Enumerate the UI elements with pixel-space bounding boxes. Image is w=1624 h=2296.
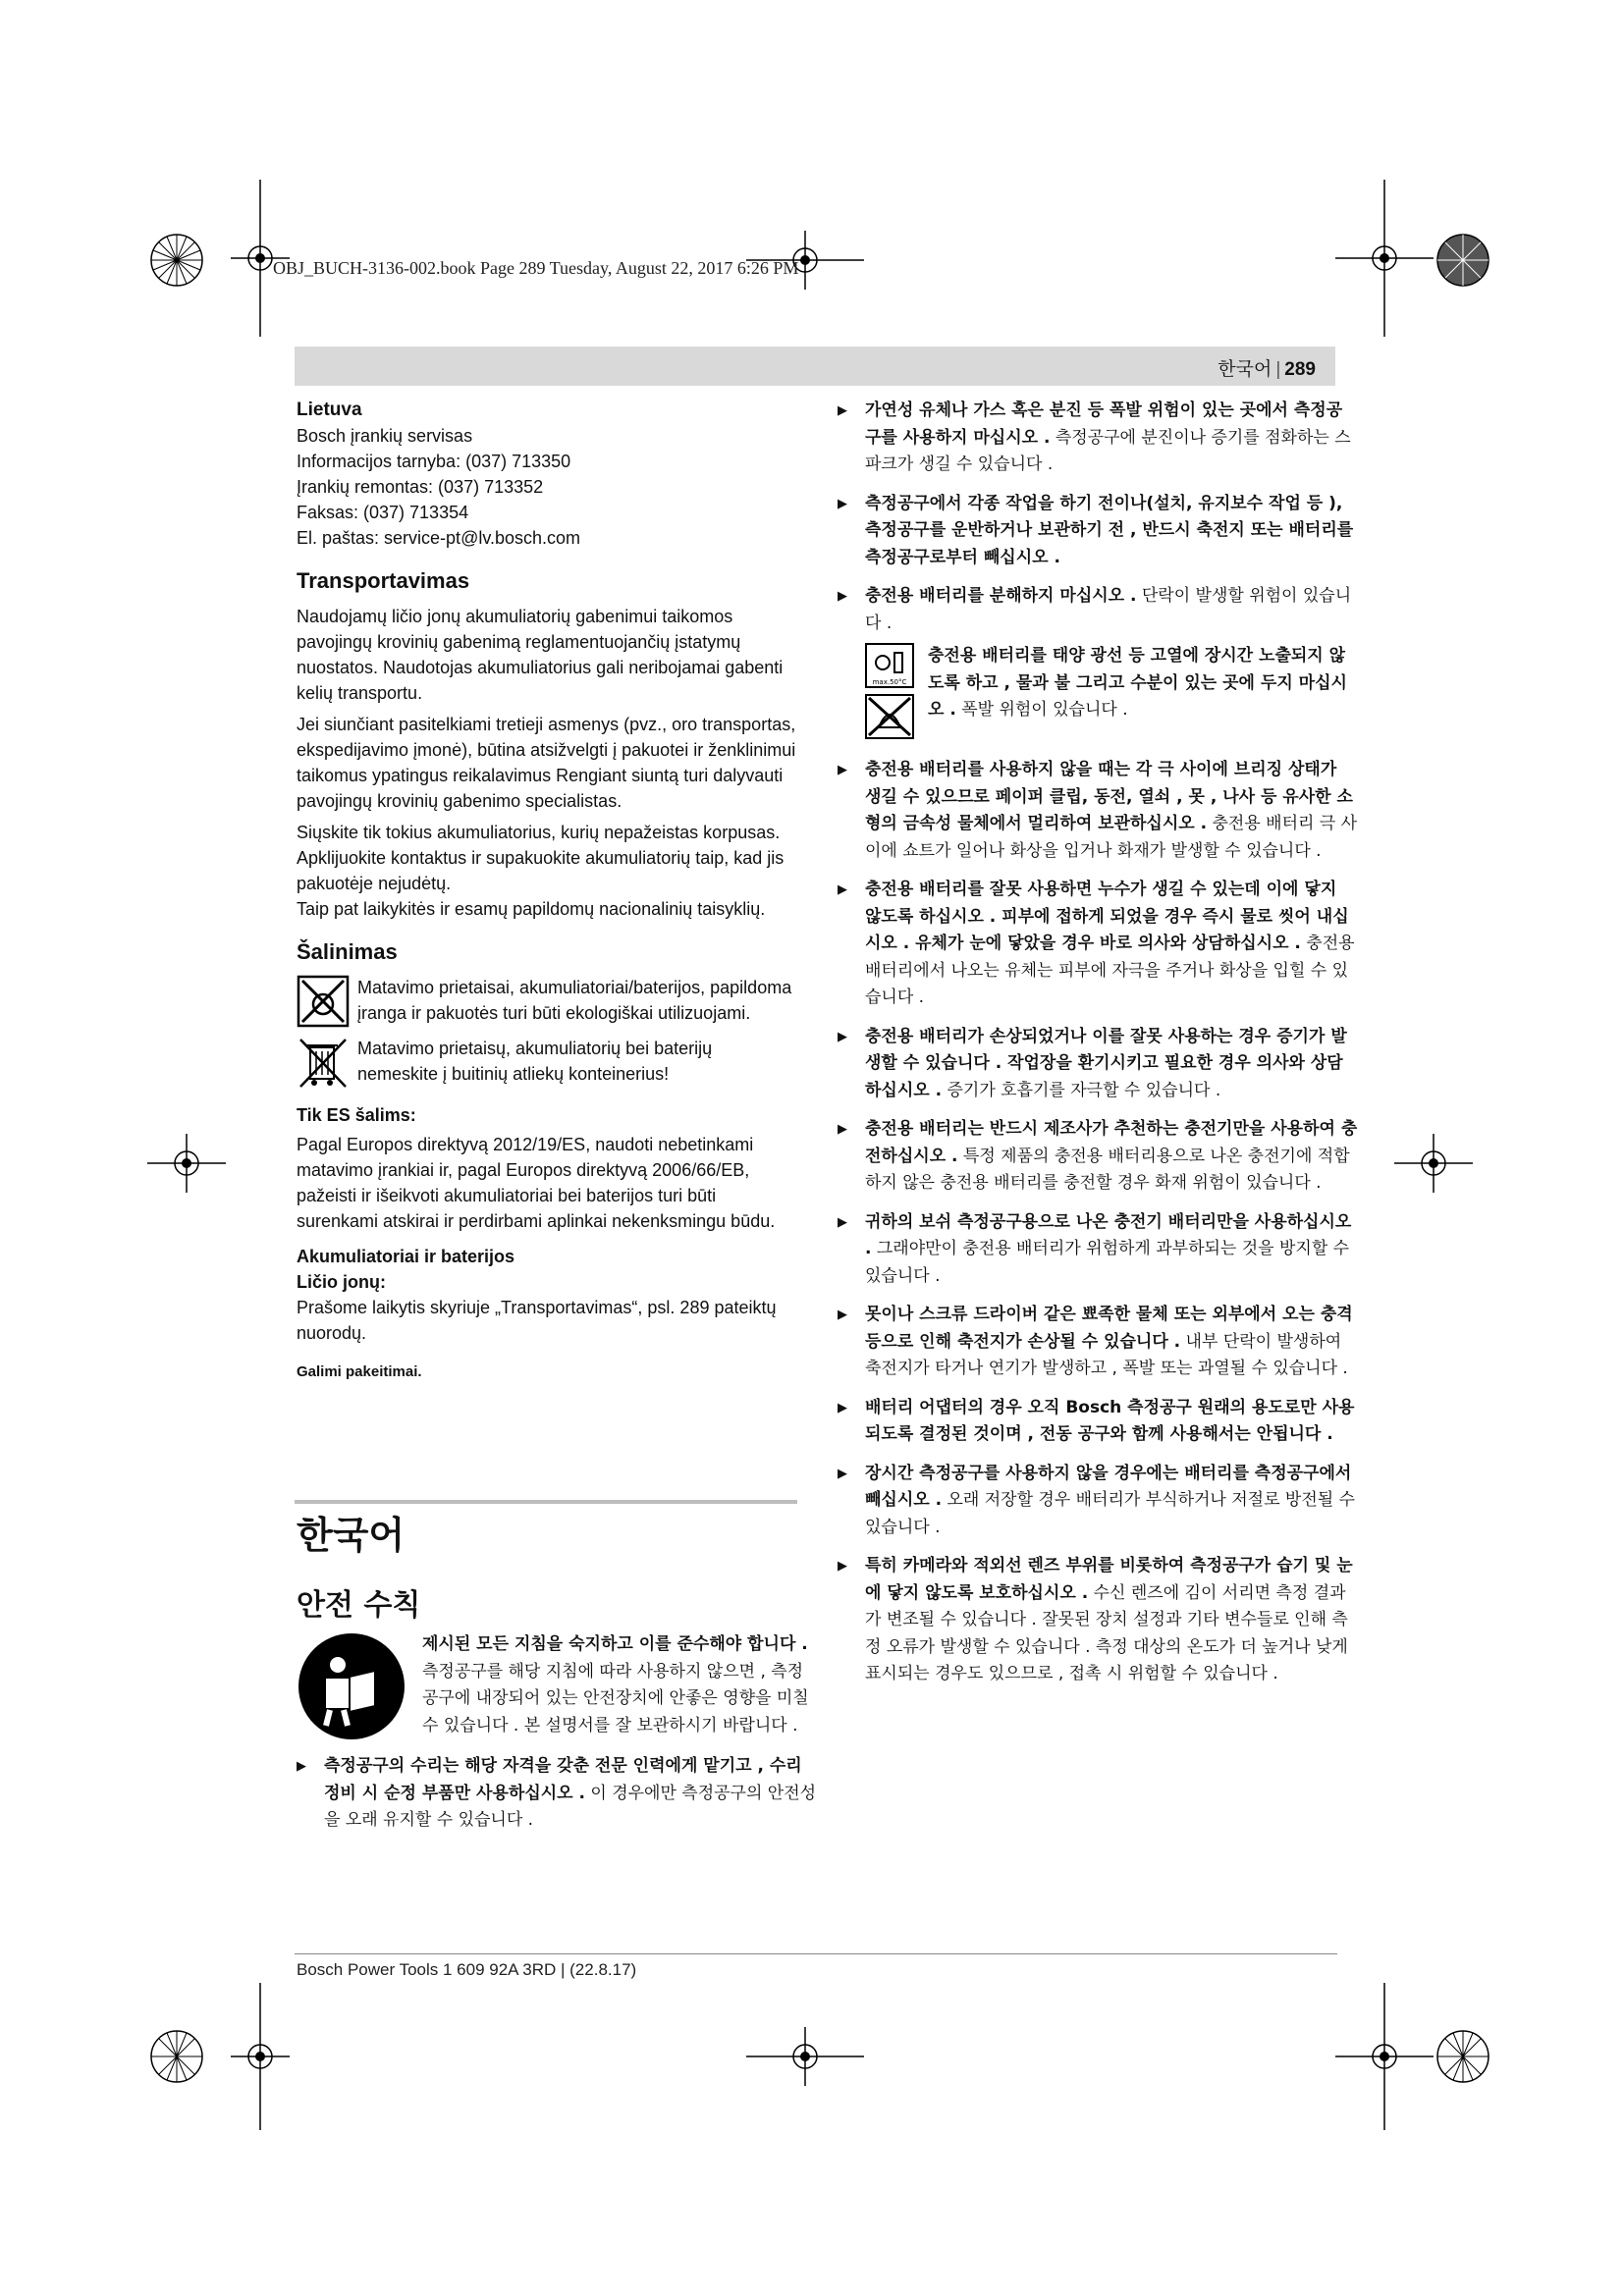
right-column	[838, 398, 1358, 1700]
bullet-text: 수신 렌즈에 김이 서리면 측정 결과가 변조될 수 있습니다 . 잘못된 장치 설정과 기타 변수들로 인해 측정 오류가 발생할 수 있습니다 . 측정 대상의 온도가 더 높거나 낮게 표시되는 경우도 있으므로 , 접촉 시 위험할 수 있습니다 .	[865, 1582, 1348, 1683]
sun-heat-icon	[865, 643, 914, 688]
bullet-text: 증기가 호흡기를 자극할 수 있습니다 .	[942, 1080, 1221, 1100]
transport-paragraph: Naudojamų ličio jonų akumuliatorių gabenimui taikomos pavojingų krovinių gabenimą reglamentuojančių įstatymų nuostatos. Naudotojas akumuliatorius gali neribojamai gabenti kelių transportu.	[297, 607, 784, 703]
changes-note: Galimi pakeitimai.	[297, 1363, 422, 1380]
warning-text: 폭발 위험이 있습니다 .	[955, 700, 1128, 720]
bullet-bold: 충전용 배터리를 잘못 사용하면 누수가 생길 수 있는데 이에 닿지 않도록 하십시오 . 피부에 접하게 되었을 경우 즉시 물로 씻어 내십시오 . 유체가 눈에 닿았을 경우 바로 의사와 상담하십시오 .	[865, 880, 1349, 953]
korean-title: 한국어	[297, 1514, 406, 1557]
intro-normal: 측정공구를 해당 지침에 따라 사용하지 않으면 , 측정공구에 내장되어 있는 안전장치에 안좋은 영향을 미칠 수 있습니다 . 본 설명서를 잘 보관하시기 바랍니다 .	[422, 1661, 809, 1735]
bullet-bold: 장시간 측정공구를 사용하지 않을 경우에는 배터리를 측정공구에서 빼십시오 .	[865, 1463, 1352, 1510]
registration-mark-bottom-right-icon	[1434, 2027, 1492, 2086]
bullet-text: 특정 제품의 충전용 배터리용으로 나온 충전기에 적합하지 않은 충전용 배터리를 충전할 경우 화재 위험이 있습니다 .	[865, 1146, 1350, 1193]
lietuva-line: Informacijos tarnyba: (037) 713350	[297, 452, 571, 471]
read-manual-row	[297, 1631, 817, 1741]
crosshair-mid-left-icon	[147, 1134, 226, 1193]
header-text	[1218, 354, 1316, 381]
registration-mark-top-right-icon	[1434, 231, 1492, 290]
bullet-text: 충전용 배터리에서 나오는 유체는 피부에 자극을 주거나 화상을 입힐 수 있습니다 .	[865, 934, 1355, 1007]
left-column	[297, 398, 797, 1385]
warning-bold: 충전용 배터리를 태양 광선 등 고열에 장시간 노출되지 않도록 하고 , 물과 불 그리고 수분이 있는 곳에 두지 마십시오 .	[928, 646, 1347, 720]
bullet-bold: 못이나 스크류 드라이버 같은 뾰족한 물체 또는 외부에서 오는 충격 등으로 인해 축전지가 손상될 수 있습니다 .	[865, 1305, 1353, 1352]
transport-paragraph: Jei siunčiant pasitelkiami tretieji asmenys (pvz., oro transportas, ekspedijavimo įmonė), būtina atsižvelgti į pakuotei ir ženklinimui taikomus ypatingus reikalavimus Rengiant siuntą turi dalyvauti pavojingų krovinių gabenimo specialistas.	[297, 715, 796, 811]
bullet-bold: 측정공구의 수리는 해당 자격을 갖춘 전문 인력에게 맡기고 , 수리 정비 시 순정 부품만 사용하십시오 .	[324, 1756, 802, 1803]
registration-mark-top-left-icon	[147, 231, 206, 290]
liion-text: Prašome laikytis skyriuje „Transportavimas“, psl. 289 pateiktų nuorodų.	[297, 1298, 777, 1343]
intro-text	[422, 1631, 817, 1741]
intro-bold: 제시된 모든 지침을 숙지하고 이를 준수해야 합니다 .	[422, 1634, 808, 1654]
crosshair-mid-right-icon	[1394, 1134, 1473, 1193]
bullet-bold: 귀하의 보쉬 측정공구용으로 나온 충전기 배터리만을 사용하십시오 .	[865, 1211, 1352, 1258]
safety-bullet	[838, 1553, 1358, 1688]
bullet-bold: 충전용 배터리는 반드시 제조사가 추천하는 충전기만을 사용하여 충전하십시오 .	[865, 1119, 1358, 1166]
recycle-disposal-icon	[297, 975, 350, 1028]
crosshair-bottom-left-icon	[231, 1983, 290, 2130]
lietuva-line: Bosch įrankių servisas	[297, 426, 473, 446]
battery-heading: Akumuliatoriai ir baterijos	[297, 1247, 515, 1266]
eu-text: Pagal Europos direktyvą 2012/19/ES, naudoti nebetinkami matavimo įrankiai ir, pagal Europos direktyvą 2006/66/EB, pažeisti ir išeikvoti akumuliatoriai bei baterijos turi būti surenkami atskirai ir perdirbami aplinkai nekenksmingu būdu.	[297, 1135, 776, 1231]
heat-warning-text	[928, 643, 1358, 745]
transport-paragraph: Taip pat laikykitės ir esamų papildomų nacionalinių taisyklių.	[297, 899, 766, 919]
header-page-number: 289	[1284, 359, 1316, 380]
safety-heading: 안전 수칙	[297, 1588, 421, 1623]
page-header	[295, 347, 1335, 386]
transport-heading: Transportavimas	[297, 568, 470, 593]
bullet-text: 충전용 배터리 극 사이에 쇼트가 일어나 화상을 입거나 화재가 발생할 수 있습니다 .	[865, 814, 1358, 861]
registration-mark-bottom-left-icon	[147, 2027, 206, 2086]
safety-bullet	[838, 1209, 1358, 1291]
safety-bullet	[838, 491, 1358, 572]
bullet-bold: 배터리 어댑터의 경우 오직 Bosch 측정공구 원래의 용도로만 사용되도록 결정된 것이며 , 전동 공구와 함께 사용해서는 안됩니다 .	[865, 1397, 1355, 1444]
liion-heading: Ličio jonų:	[297, 1272, 386, 1292]
section-rule	[295, 1500, 797, 1504]
bullet-bold: 가연성 유체나 가스 혹은 분진 등 폭발 위험이 있는 곳에서 측정공구를 사용하지 마십시오 .	[865, 400, 1343, 448]
svg-text:max.50°C: max.50°C	[872, 678, 907, 686]
safety-bullet	[838, 1302, 1358, 1383]
disposal-text: Matavimo prietaisų, akumuliatorių bei baterijų nemeskite į buitinių atliekų konteinerius!	[357, 1039, 713, 1084]
header-separator: |	[1275, 359, 1281, 380]
crosshair-bottom-right-icon	[1335, 1983, 1434, 2130]
bullet-bold: 충전용 배터리를 분해하지 마십시오 .	[865, 586, 1137, 606]
disposal-item	[297, 1036, 797, 1089]
heat-warning-row	[865, 643, 1358, 745]
bullet-bold: 충전용 배터리를 사용하지 않을 때는 각 극 사이에 브리징 상태가 생길 수 있으므로 페이퍼 클립, 동전, 열쇠 , 못 , 나사 등 유사한 소형의 금속성 물체에서 멀리하여 보관하십시오 .	[865, 760, 1353, 833]
crosshair-bottom-center-icon	[746, 2027, 864, 2086]
footer-rule	[295, 1953, 1337, 1954]
lietuva-line: El. paštas: service-pt@lv.bosch.com	[297, 528, 581, 548]
bullet-bold: 충전용 배터리가 손상되었거나 이를 잘못 사용하는 경우 증기가 발생할 수 있습니다 . 작업장을 환기시키고 필요한 경우 의사와 상담하십시오 .	[865, 1026, 1347, 1100]
read-manual-icon	[297, 1631, 406, 1741]
bullet-bold: 측정공구에서 각종 작업을 하기 전이나(설치, 유지보수 작업 등 ), 측정공구를 운반하거나 보관하기 전 , 반드시 축전지 또는 배터리를 측정공구로부터 빼십시오 .	[865, 493, 1354, 567]
lietuva-address	[297, 423, 797, 551]
disposal-text: Matavimo prietaisai, akumuliatoriai/baterijos, papildoma įranga ir pakuotės turi būti ekologiškai utilizuojami.	[357, 978, 792, 1023]
safety-bullet	[838, 583, 1358, 637]
safety-bullet	[297, 1753, 817, 1835]
crosshair-top-right-icon	[1335, 180, 1434, 337]
transport-paragraph: Siųskite tik tokius akumuliatorius, kurių nepažeistas korpusas. Apklijuokite kontaktus ir supakuokite akumuliatorių taip, kad jis pakuotėje nejudėtų.	[297, 823, 785, 893]
header-language: 한국어	[1218, 359, 1272, 380]
bullet-text: 단락이 발생할 위험이 있습니다 .	[865, 586, 1352, 633]
safety-bullet	[838, 1395, 1358, 1449]
bullet-text: 오래 저장할 경우 배터리가 부식하거나 저절로 방전될 수 있습니다 .	[865, 1490, 1356, 1537]
bullet-text: 내부 단락이 발생하여 축전지가 타거나 연기가 발생하고 , 폭발 또는 과열될 수 있습니다 .	[865, 1331, 1348, 1378]
bullet-text: 측정공구에 분진이나 증기를 점화하는 스파크가 생길 수 있습니다 .	[865, 427, 1351, 474]
safety-bullet	[838, 1024, 1358, 1105]
safety-bullet	[838, 757, 1358, 865]
no-water-fire-icon	[865, 694, 914, 739]
bullet-text: 그래야만이 충전용 배터리가 위험하게 과부하되는 것을 방지할 수 있습니다 .	[865, 1239, 1350, 1286]
safety-bullet	[838, 1116, 1358, 1198]
lietuva-title: Lietuva	[297, 400, 362, 420]
bullet-text: 이 경우에만 측정공구의 안전성을 오래 유지할 수 있습니다 .	[324, 1783, 817, 1830]
lietuva-line: Įrankių remontas: (037) 713352	[297, 477, 544, 497]
print-info: OBJ_BUCH-3136-002.book Page 289 Tuesday, August 22, 2017 6:26 PM	[273, 258, 799, 278]
safety-bullet	[838, 877, 1358, 1012]
eu-heading: Tik ES šalims:	[297, 1105, 416, 1125]
safety-bullet	[838, 1461, 1358, 1542]
crossed-bin-icon	[297, 1036, 350, 1089]
disposal-heading: Šalinimas	[297, 939, 398, 964]
disposal-item	[297, 975, 797, 1028]
safety-bullet	[838, 398, 1358, 479]
korean-left-block	[297, 1631, 817, 1846]
bullet-bold: 특히 카메라와 적외선 렌즈 부위를 비롯하여 측정공구가 습기 및 눈에 닿지 않도록 보호하십시오 .	[865, 1556, 1353, 1603]
footer: Bosch Power Tools 1 609 92A 3RD | (22.8.17)	[297, 1960, 637, 1979]
lietuva-line: Faksas: (037) 713354	[297, 503, 469, 522]
warning-icons	[865, 643, 918, 745]
